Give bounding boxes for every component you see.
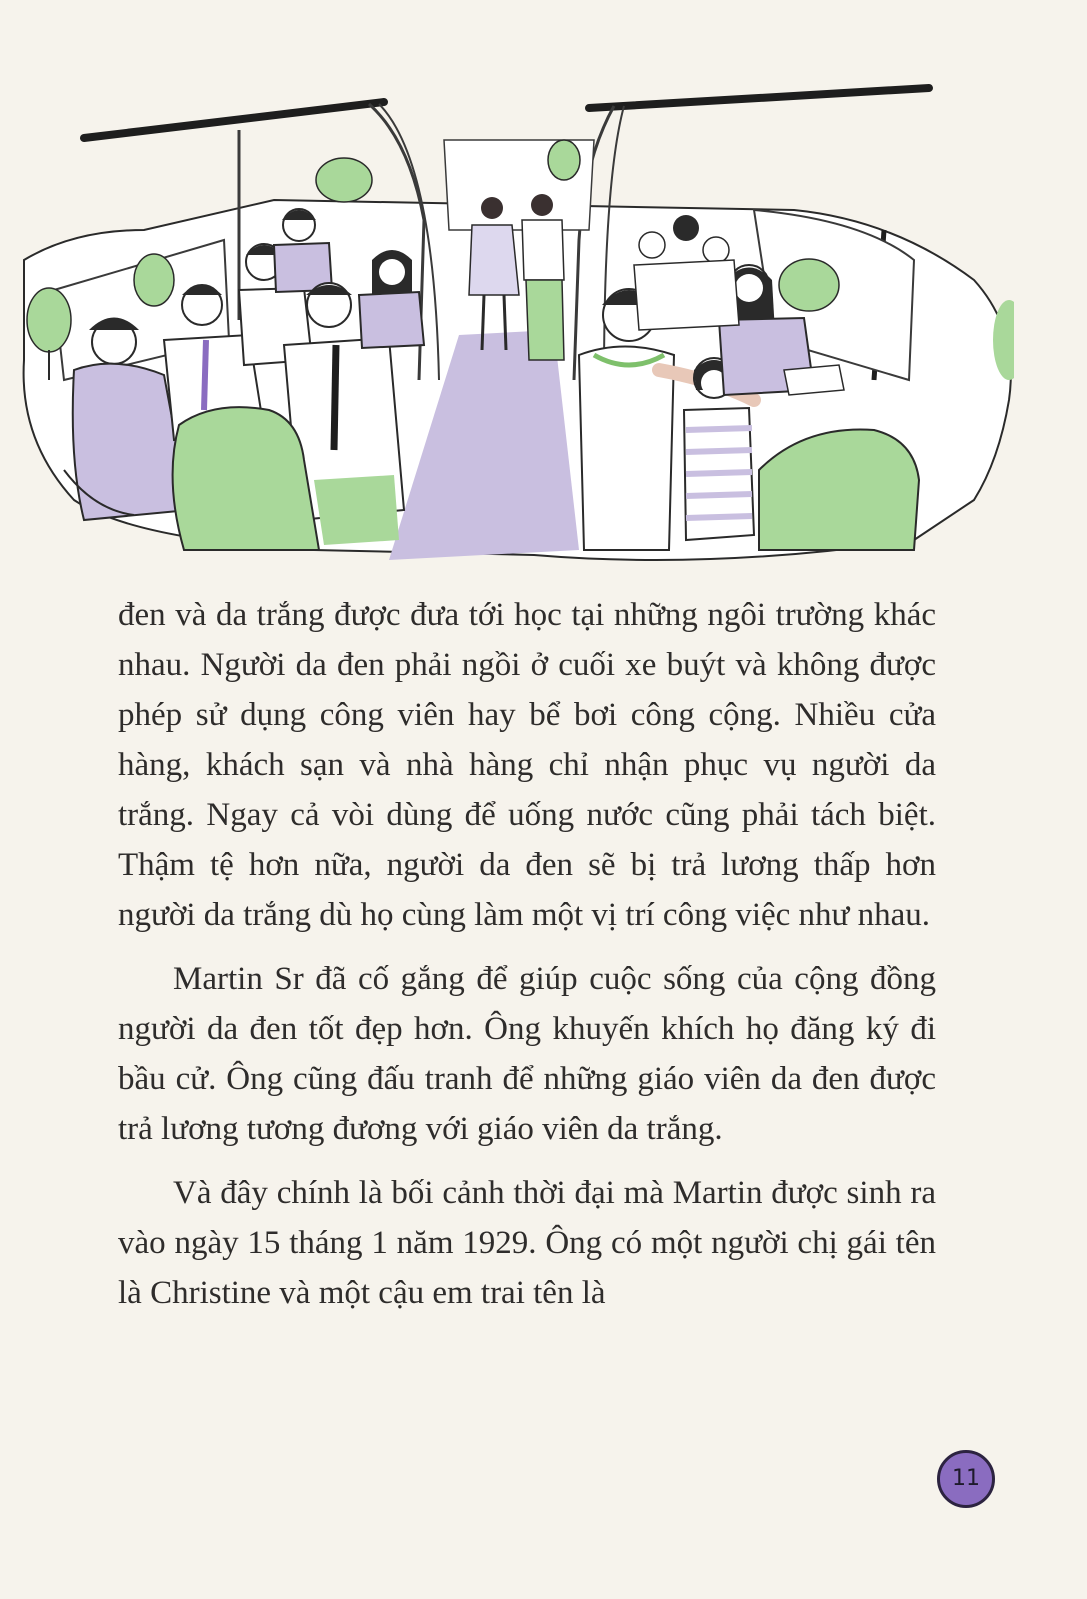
paragraph: Và đây chính là bối cảnh thời đại mà Martin được sinh ra vào ngày 15 tháng 1 năm 1929. Ông có một người chị gái tên là Christine và một cậu em trai tên là (118, 1175, 936, 1311)
tree (134, 254, 174, 306)
tree (316, 158, 372, 202)
tree (27, 288, 71, 352)
ceiling-rail-left (84, 102, 384, 138)
ceiling-rail-right (589, 88, 929, 108)
body-text (118, 590, 936, 1332)
page-number-badge: 11 (937, 1450, 995, 1508)
paragraph: đen và da trắng được đưa tới học tại những ngôi trường khác nhau. Người da đen phải ngồi ở cuối xe buýt và không được phép sử dụng công viên hay bể bơi công cộng. Nhiều cửa hàng, khách sạn và nhà hàng chỉ nhận phục vụ người da trắng. Ngay cả vòi dùng để uống nước cũng phải tách biệt. Thậm tệ hơn nữa, người da đen sẽ bị trả lương thấp hơn người da trắng dù họ cùng làm một vị trí công việc như nhau. (118, 597, 936, 933)
paragraph: Martin Sr đã cố gắng để giúp cuộc sống của cộng đồng người da đen tốt đẹp hơn. Ông khuyến khích họ đăng ký đi bầu cử. Ông cũng đấu tranh để những giáo viên da đen được trả lương tương đương với giáo viên da trắng. (118, 961, 936, 1147)
tree (779, 259, 839, 311)
tree (548, 140, 580, 180)
bus-interior-illustration (14, 80, 1014, 580)
